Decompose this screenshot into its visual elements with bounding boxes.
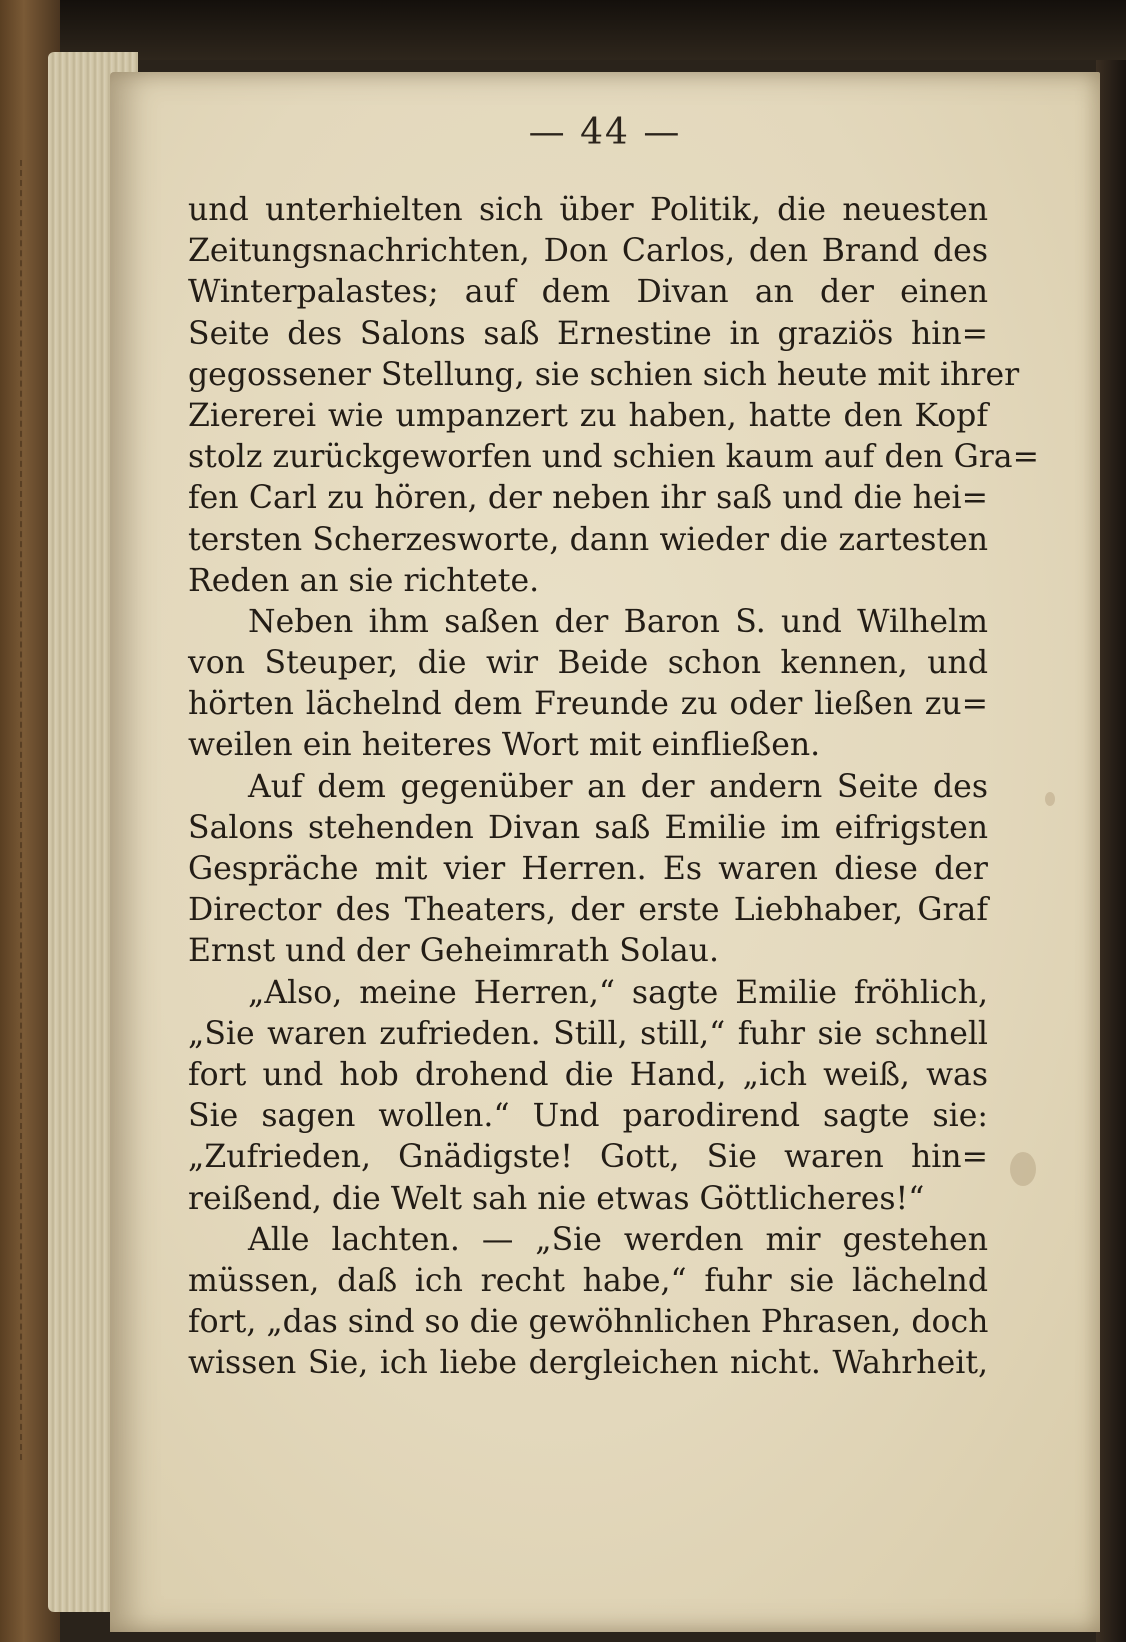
text-line: „Zufrieden, Gnädigste! Gott, Sie waren hin= — [188, 1139, 988, 1176]
text-line: tersten Scherzesworte, dann wieder die zartesten — [188, 521, 988, 558]
text-line: „Sie waren zufrieden. Still, still,“ fuhr sie schnell — [188, 1015, 988, 1052]
text-line: weilen ein heiteres Wort mit einfließen. — [188, 727, 821, 764]
text-line: Sie sagen wollen.“ Und parodirend sagte sie: — [188, 1098, 988, 1135]
text-line: und unterhielten sich über Politik, die neuesten — [188, 192, 988, 228]
text-line: Seite des Salons saß Ernestine in graziös hin= — [188, 315, 988, 352]
text-line: Alle lachten. — „Sie werden mir gestehen — [248, 1221, 988, 1258]
book-binding-top — [0, 0, 1126, 60]
text-line: Neben ihm saßen der Baron S. und Wilhelm — [248, 603, 988, 640]
body-text — [188, 190, 1039, 1384]
text-line: fort, „das sind so die gewöhnlichen Phrasen, doch — [188, 1304, 989, 1341]
text-line: müssen, daß ich recht habe,“ fuhr sie lächelnd — [188, 1262, 988, 1299]
text-line: Zeitungsnachrichten, Don Carlos, den Brand des — [188, 233, 988, 270]
paper-stain — [1010, 1152, 1036, 1186]
text-line: hörten lächelnd dem Freunde zu oder ließen zu= — [188, 686, 988, 723]
text-line: gegossener Stellung, sie schien sich heute mit ihrer — [188, 356, 1020, 393]
book-binding-right — [1096, 60, 1126, 1642]
text-line: Winterpalastes; auf dem Divan an der einen — [188, 274, 988, 311]
text-line: Salons stehenden Divan saß Emilie im eifrigsten — [188, 809, 988, 846]
text-line: Ziererei wie umpanzert zu haben, hatte den Kopf — [188, 397, 988, 434]
text-line: Auf dem gegenüber an der andern Seite des — [248, 768, 988, 805]
text-line: Ernst und der Geheimrath Solau. — [188, 933, 719, 970]
text-line: „Also, meine Herren,“ sagte Emilie fröhlich, — [248, 974, 988, 1011]
text-line: reißend, die Welt sah nie etwas Göttlicheres!“ — [188, 1180, 925, 1217]
binding-stitch-marks — [20, 160, 66, 1460]
text-line: Gespräche mit vier Herren. Es waren diese der — [188, 851, 988, 887]
page-number: — 44 — — [528, 112, 682, 153]
text-line: von Steuper, die wir Beide schon kennen, und — [188, 645, 988, 682]
text-line: Reden an sie richtete. — [188, 562, 540, 599]
book-page — [110, 72, 1100, 1632]
paper-stain — [1045, 792, 1055, 806]
text-line: Director des Theaters, der erste Liebhaber, Graf — [188, 892, 988, 929]
text-line: fort und hob drohend die Hand, „ich weiß, was — [188, 1056, 988, 1093]
text-line: fen Carl zu hören, der neben ihr saß und die hei= — [188, 480, 988, 517]
text-line: stolz zurückgeworfen und schien kaum auf den Gra= — [188, 439, 1039, 476]
text-line: wissen Sie, ich liebe dergleichen nicht. Wahrheit, — [188, 1345, 988, 1382]
